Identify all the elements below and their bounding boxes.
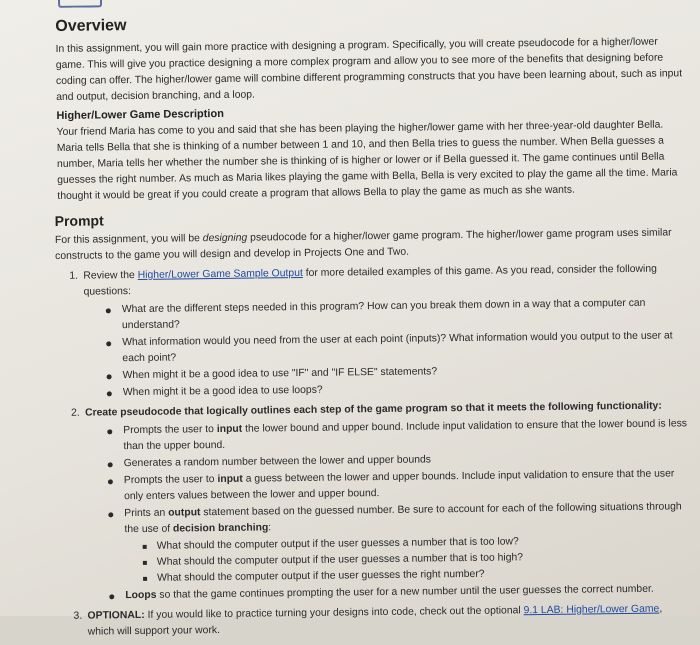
b3-pre: Prompts the user to: [123, 474, 218, 487]
list-item: When might it be a good idea to use loops?: [85, 378, 687, 401]
item-2-text: Create pseudocode that logically outlines each step of the game program so that it meets the following functionality:: [84, 400, 662, 419]
b1-pre: Prompts the user to: [123, 424, 217, 437]
item-2-number: 2.: [70, 407, 80, 419]
b4-post: :: [268, 522, 272, 534]
prompt-item-1: [55, 261, 687, 402]
game-description-heading: Higher/Lower Game Description: [56, 107, 224, 122]
b5-post: so that the game continues prompting the user for a new number until the user guesses the correct number.: [156, 583, 654, 601]
item-1-post: for more detailed examples of this game. As you read, consider the following questions:: [83, 263, 657, 298]
list-item: When might it be a good idea to use "IF" and "IF ELSE" statements?: [85, 361, 687, 384]
item-3-pre: If you would like to practice turning your designs into code, check out the optional: [144, 605, 524, 621]
prompt-intro: [55, 225, 685, 265]
list-item: [86, 499, 689, 587]
list-item: What are the different steps needed in this program? How can you break them down in a way that a computer can understand?: [84, 295, 686, 334]
item-3-post: , which will support your work.: [87, 603, 663, 638]
prompt-intro-post: pseudocode for a higher/lower game program. The higher/lower game program uses similar constructs to the game you will design and develop in Projects One and Two.: [55, 227, 672, 262]
b3-bold: input: [217, 473, 243, 486]
list-item: What should the computer output if the user guesses a number that is too high?: [125, 548, 689, 571]
prompt-heading: Prompt: [54, 212, 104, 229]
item-1-number: 1.: [69, 270, 79, 282]
b1-bold: input: [216, 423, 243, 436]
b5-bold: Loops: [125, 589, 157, 602]
prompt-item-3: [59, 601, 689, 641]
b4-pre: Prints an: [124, 507, 169, 520]
list-item: Generates a random number between the lower and upper bounds: [86, 449, 688, 472]
sample-output-link[interactable]: Higher/Lower Game Sample Output: [137, 267, 303, 281]
list-item: What information would you need from the user at each point (inputs)? What information would you output to the user at each point?: [84, 328, 686, 367]
b4-bold: output: [168, 507, 201, 519]
overview-paragraph: In this assignment, you will gain more practice with designing a program. Specifically, you will create pseudocode for a higher/lower game. This will give you practice designing a more complex program and allow you to see more of the benefits that designing before coding can offer. The higher/lower game will combine different programming constructs that you have been learning about, such as input and output, decision branching, and a loop.: [55, 36, 683, 103]
checkbox-icon: [58, 0, 102, 8]
item-1-questions: [84, 295, 687, 401]
prompt-intro-emphasis: designing: [202, 232, 248, 245]
list-item: What should the computer output if the user guesses the right number?: [125, 564, 689, 587]
overview-heading: Overview: [55, 17, 127, 35]
item-3-optional: OPTIONAL:: [87, 609, 145, 622]
b3-post: a guess between the lower and upper bounds. Include input validation to ensure that the user only enters values between the lower and upper bound.: [124, 468, 675, 503]
b1-post: the lower bound and upper bound. Include input validation to ensure that the lower bound is less than the upper bound.: [123, 418, 688, 453]
b4-bold2: decision branching: [172, 522, 269, 535]
output-situations: [125, 532, 690, 587]
game-description-paragraph: Your friend Maria has come to you and said that she has been playing the higher/lower game with her three-year-old daughter Bella. Maria tells Bella that she is thinking of a number between 1 and 10, and then Bella tries to guess the number. When Bella guesses a number, Maria tells her whether the number she is thinking of is higher or lower or if Bella guessed it. The game continues until Bella guesses the right number. As much as Maria likes playing the game with Bella, Bella is very excited to play the game all the time. Maria thought it would be great if you could create a program that allows Bella to play the game as much as she wants.: [56, 119, 678, 202]
prompt-item-2: [57, 398, 689, 605]
list-item: What should the computer output if the user guesses a number that is too low?: [125, 532, 689, 555]
lab-link[interactable]: 9.1 LAB: Higher/Lower Game: [523, 603, 660, 617]
prompt-intro-pre: For this assignment, you will be: [54, 233, 203, 246]
item-3-number: 3.: [73, 610, 83, 622]
item-1-pre: Review the: [83, 269, 138, 282]
document-content: [52, 0, 690, 645]
prompt-list: [55, 261, 689, 641]
item-2-requirements: [85, 416, 689, 604]
b4-mid: statement based on the guessed number. Be sure to account for each of the following situations through the use of: [124, 501, 682, 536]
